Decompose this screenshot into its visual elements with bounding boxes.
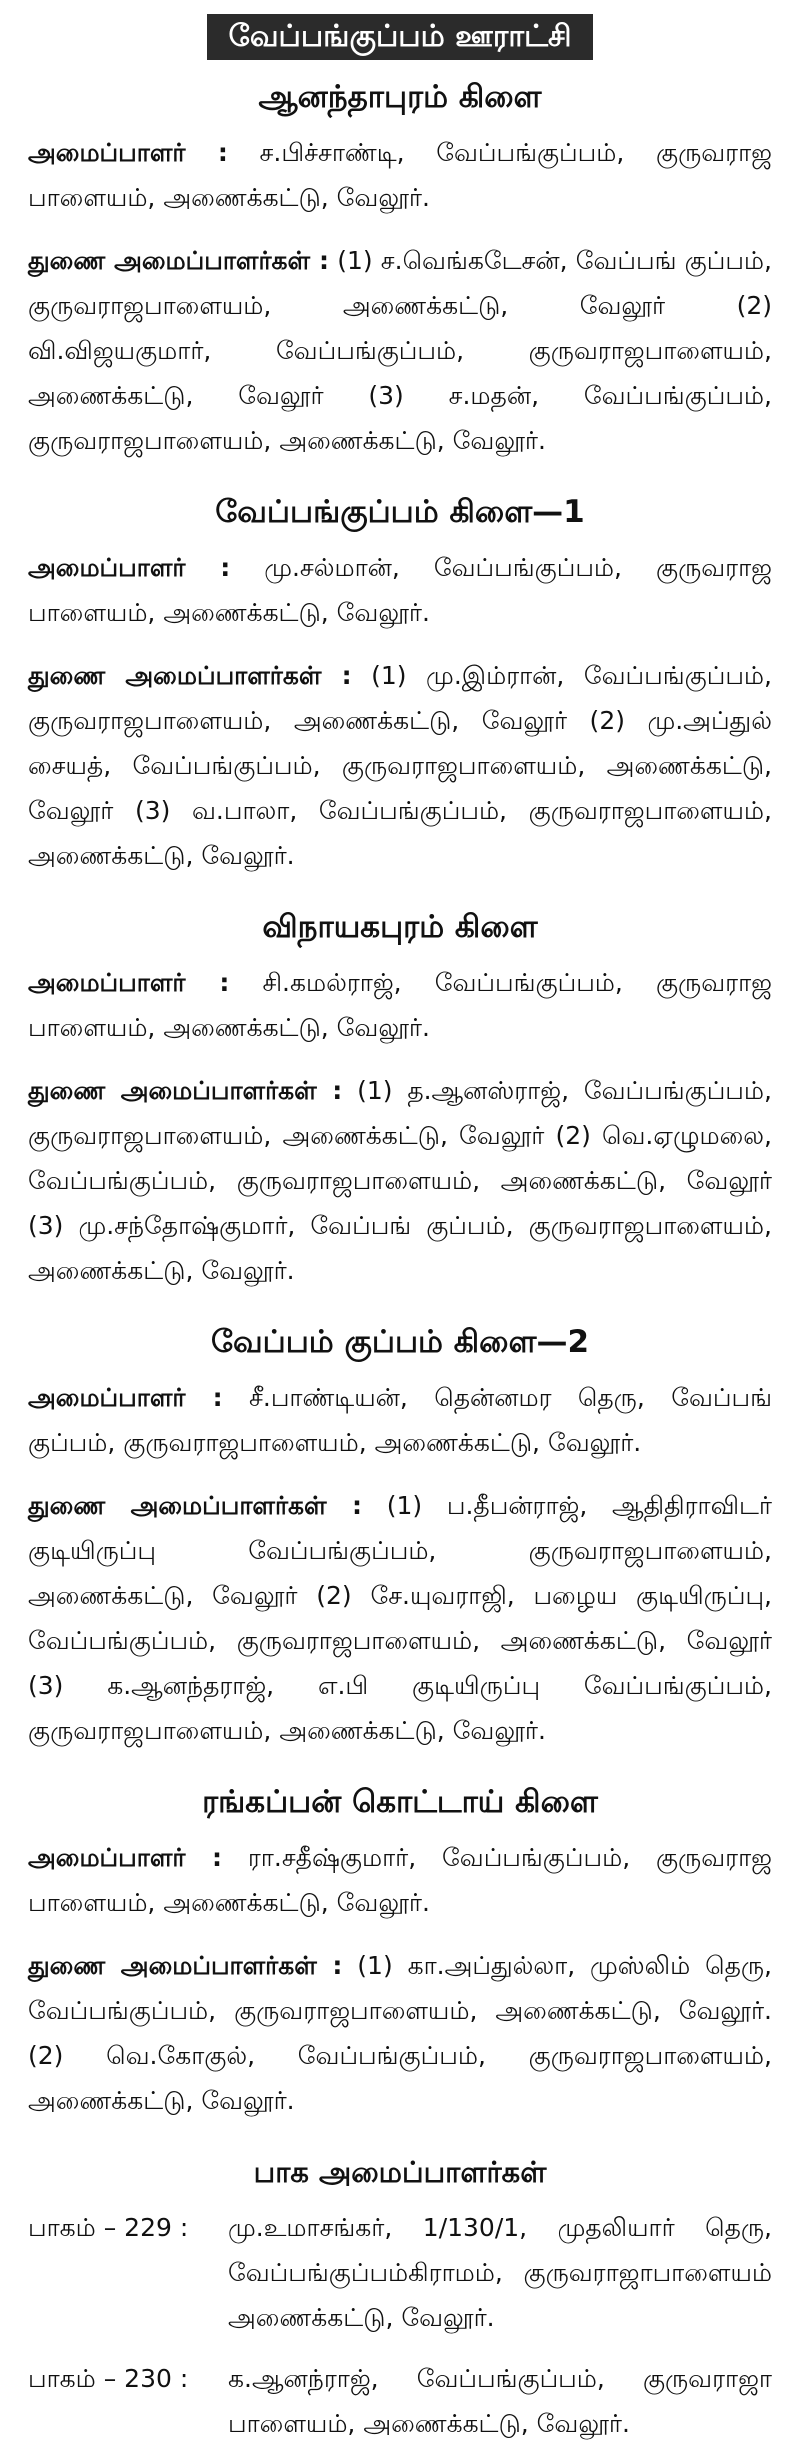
deputy-label: துணை அமைப்பாளர்கள் : [28,1076,343,1105]
organizer-paragraph [28,545,772,635]
deputy-paragraph [28,1943,772,2123]
deputy-label: துணை அமைப்பாளர்கள் : [28,661,352,690]
deputy-label: துணை அமைப்பாளர்கள் : [28,1951,343,1980]
ward-row-230 [28,2356,772,2446]
deputy-text: (1) ச.வெங்கடேசன், வேப்பங் குப்பம், குருவராஜபாளையம், அணைக்கட்டு, வேலூர் (2) வி.விஜயகுமார், வேப்பங்குப்பம், குருவராஜபாளையம், அணைக்கட்டு, வேலூர் (3) ச.மதன், வேப்பங்குப்பம், குருவராஜபாளையம், அணைக்கட்டு, வேலூர். [28,246,772,455]
organizer-text: ச.பிச்சாண்டி, வேப்பங்குப்பம், குருவராஜ பாளையம், அணைக்கட்டு, வேலூர். [28,138,772,212]
deputy-text: (1) கா.அப்துல்லா, முஸ்லிம் தெரு, வேப்பங்குப்பம், குருவராஜபாளையம், அணைக்கட்டு, வேலூர். (2) வெ.கோகுல், வேப்பங்குப்பம், குருவராஜபாளையம், அணைக்கட்டு, வேலூர். [28,1951,772,2115]
ward-row-229 [28,2205,772,2340]
organizer-label: அமைப்பாளர் : [28,138,228,167]
branch-heading: ஆனந்தாபுரம் கிளை [258,79,542,115]
deputy-paragraph [28,1483,772,1753]
organizer-label: அமைப்பாளர் : [28,1843,223,1872]
deputy-text: (1) மு.இம்ரான், வேப்பங்குப்பம், குருவராஜபாளையம், அணைக்கட்டு, வேலூர் (2) மு.அப்துல் சையத், வேப்பங்குப்பம், குருவராஜபாளையம், அணைக்கட்டு, வேலூர் (3) வ.பாலா, வேப்பங்குப்பம், குருவராஜபாளையம், அணைக்கட்டு, வேலூர். [28,661,772,870]
organizer-text: மு.சல்மான், வேப்பங்குப்பம், குருவராஜ பாளையம், அணைக்கட்டு, வேலூர். [28,553,772,627]
deputy-label: துணை அமைப்பாளர்கள் : [28,246,330,275]
branch-section-veppankuppam-1 [28,489,772,878]
ward-organizers-section [28,2149,772,2446]
ward-text: மு.உமாசங்கர், 1/130/1, முதலியார் தெரு, வேப்பங்குப்பம்கிராமம், குருவராஜாபாளையம் அணைக்கட்டு, வேலூர். [228,2213,772,2332]
deputy-label: துணை அமைப்பாளர்கள் : [28,1491,363,1520]
organizer-paragraph [28,1835,772,1925]
ward-text: க.ஆனந்ராஜ், வேப்பங்குப்பம், குருவராஜா பாளையம், அணைக்கட்டு, வேலூர். [228,2364,772,2438]
deputy-paragraph [28,1068,772,1293]
branch-section-anandapuram [28,74,772,463]
organizer-label: அமைப்பாளர் : [28,1383,223,1412]
branch-section-veppamkuppam-2 [28,1319,772,1753]
organizer-text: சி.கமல்ராஜ், வேப்பங்குப்பம், குருவராஜ பாளையம், அணைக்கட்டு, வேலூர். [28,968,772,1042]
branch-section-vinayagapuram [28,904,772,1293]
organizer-paragraph [28,1375,772,1465]
organizer-paragraph [28,130,772,220]
branch-heading: வேப்பங்குப்பம் கிளை—1 [215,494,585,530]
deputy-text: (1) த.ஆனஸ்ராஜ், வேப்பங்குப்பம், குருவராஜபாளையம், அணைக்கட்டு, வேலூர் (2) வெ.ஏழுமலை, வேப்பங்குப்பம், குருவராஜபாளையம், அணைக்கட்டு, வேலூர் (3) மு.சந்தோஷ்குமார், வேப்பங் குப்பம், குருவராஜபாளையம், அணைக்கட்டு, வேலூர். [28,1076,772,1285]
organizer-text: ரா.சதீஷ்குமார், வேப்பங்குப்பம், குருவராஜ பாளையம், அணைக்கட்டு, வேலூர். [28,1843,772,1917]
deputy-paragraph [28,653,772,878]
branch-heading: விநாயகபுரம் கிளை [262,909,538,945]
branch-heading: ரங்கப்பன் கொட்டாய் கிளை [202,1784,598,1820]
deputy-paragraph [28,238,772,463]
branch-section-rangappan-kottai [28,1779,772,2123]
banner-wrap [28,14,772,60]
ward-organizers-heading: பாக அமைப்பாளர்கள் [253,2155,547,2189]
ward-label: பாகம் – 229 : [28,2213,189,2242]
branch-heading: வேப்பம் குப்பம் கிளை—2 [210,1324,590,1360]
ward-label: பாகம் – 230 : [28,2364,189,2393]
deputy-text: (1) ப.தீபன்ராஜ், ஆதிதிராவிடர் குடியிருப்பு வேப்பங்குப்பம், குருவராஜபாளையம், அணைக்கட்டு, வேலூர் (2) சே.யுவராஜி, பழைய குடியிருப்பு, வேப்பங்குப்பம், குருவராஜபாளையம், அணைக்கட்டு, வேலூர் (3) க.ஆனந்தராஜ், எ.பி குடியிருப்பு வேப்பங்குப்பம், குருவராஜபாளையம், அணைக்கட்டு, வேலூர். [28,1491,772,1745]
panchayat-title-banner: வேப்பங்குப்பம் ஊராட்சி [207,14,594,60]
organizer-text: சீ.பாண்டியன், தென்னமர தெரு, வேப்பங் குப்பம், குருவராஜபாளையம், அணைக்கட்டு, வேலூர். [28,1383,772,1457]
organizer-label: அமைப்பாளர் : [28,553,231,582]
organizer-label: அமைப்பாளர் : [28,968,230,997]
organizer-paragraph [28,960,772,1050]
